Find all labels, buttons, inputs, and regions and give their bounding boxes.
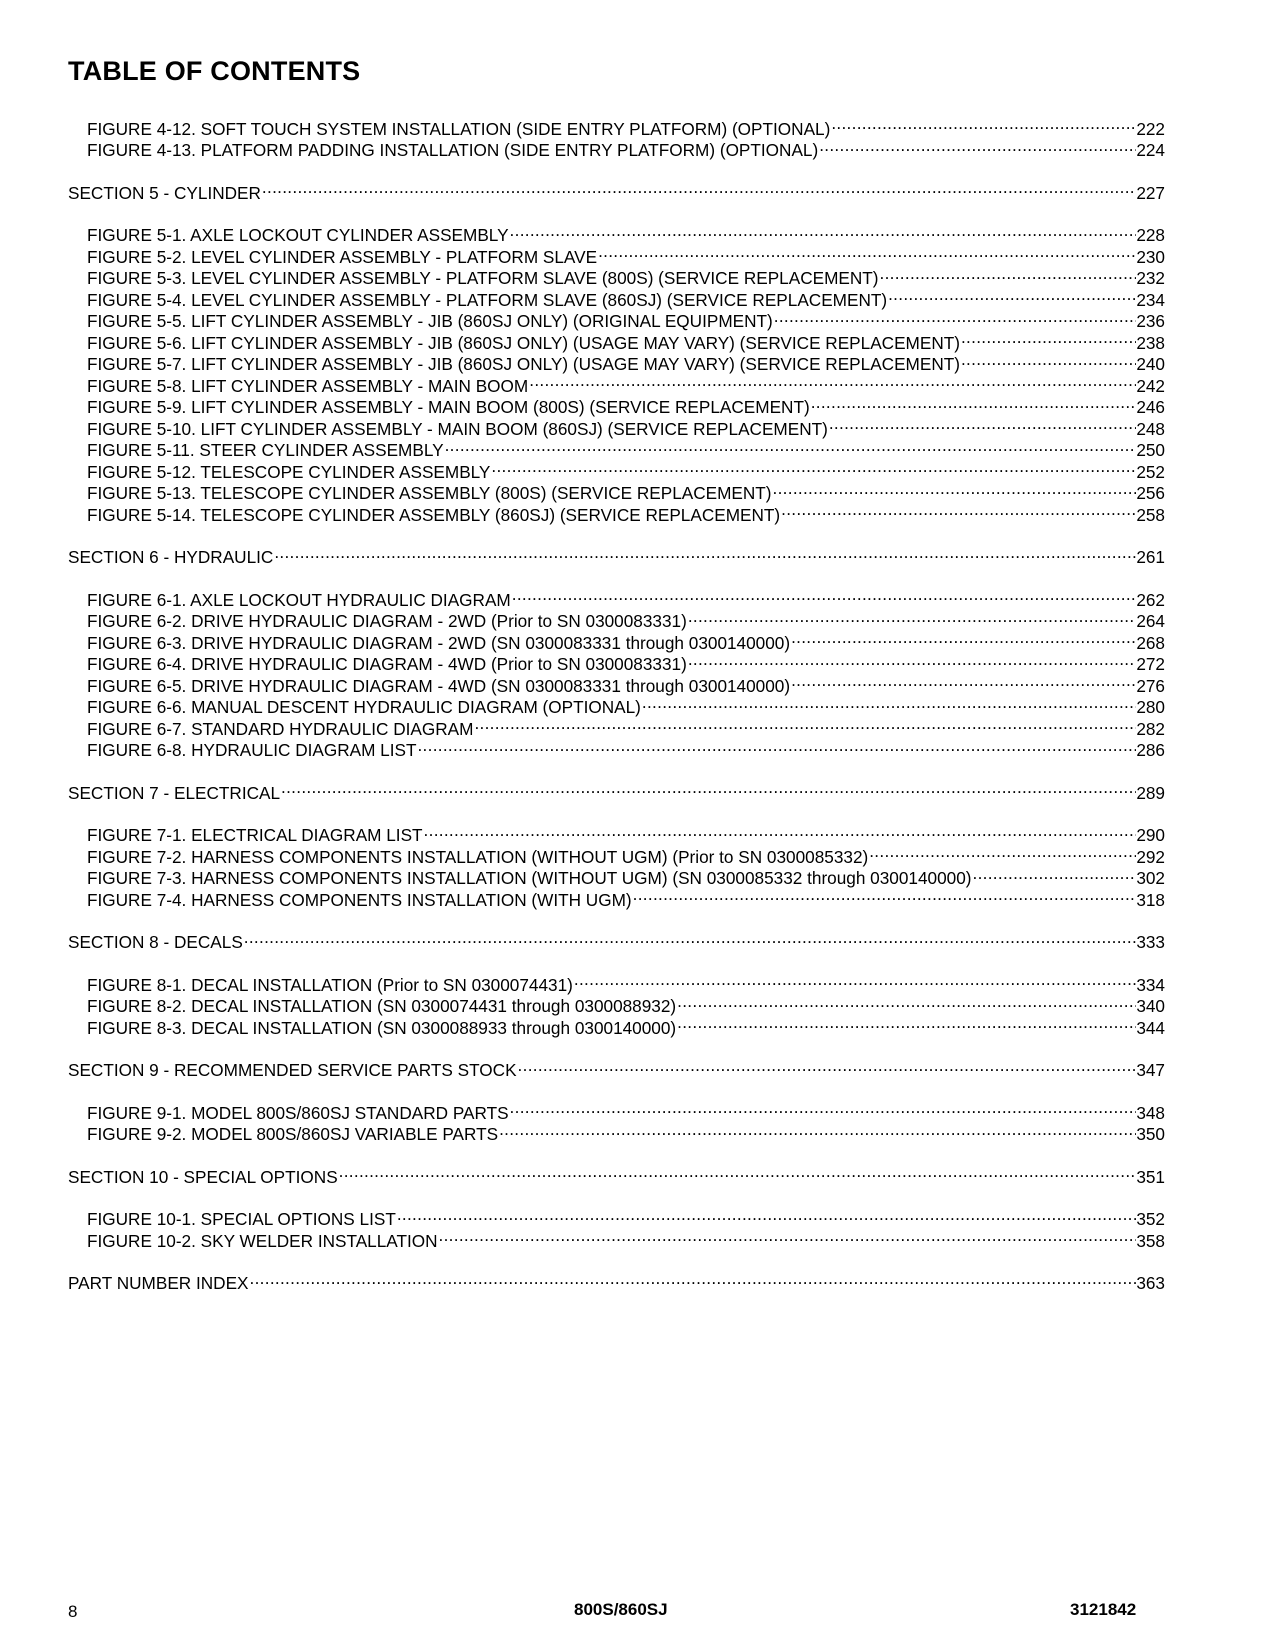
dot-leader — [772, 478, 1137, 500]
toc-entry-label: FIGURE 5-9. LIFT CYLINDER ASSEMBLY - MAIN BOOM (800S) (SERVICE REPLACEMENT) — [87, 397, 810, 417]
toc-entry-label: FIGURE 4-12. SOFT TOUCH SYSTEM INSTALLATION (SIDE ENTRY PLATFORM) (OPTIONAL) — [87, 118, 831, 139]
toc-entry-label: SECTION 5 - CYLINDER — [68, 182, 261, 203]
toc-entry-page: 256 — [1136, 483, 1165, 503]
dot-leader — [887, 284, 1136, 306]
toc-entry-page: 282 — [1136, 718, 1165, 739]
dot-leader — [687, 606, 1136, 628]
toc-entry-page: 236 — [1136, 311, 1165, 331]
toc-entry-page: 228 — [1136, 225, 1165, 245]
toc-entry-page: 234 — [1136, 289, 1165, 310]
toc-entry-label: FIGURE 7-2. HARNESS COMPONENTS INSTALLATION (WITHOUT UGM) (Prior to SN 0300085332) — [87, 846, 869, 867]
toc-entry-label: FIGURE 7-3. HARNESS COMPONENTS INSTALLATION (WITHOUT UGM) (SN 0300085332 through 0300140000) — [87, 868, 972, 888]
toc-figure-entry[interactable] — [68, 220, 1165, 245]
toc-entry-page: 224 — [1136, 140, 1165, 160]
toc-entry-label: FIGURE 6-1. AXLE LOCKOUT HYDRAULIC DIAGRAM — [87, 589, 511, 610]
toc-entry-label: FIGURE 6-5. DRIVE HYDRAULIC DIAGRAM - 4WD (SN 0300083331 through 0300140000) — [87, 675, 791, 696]
dot-leader — [490, 456, 1136, 478]
toc-section-entry[interactable] — [68, 1161, 1165, 1187]
toc-entry-label: FIGURE 6-2. DRIVE HYDRAULIC DIAGRAM - 2WD (Prior to SN 0300083331) — [87, 611, 687, 631]
toc-figure-entry[interactable] — [68, 1204, 1165, 1229]
dot-leader — [960, 327, 1136, 349]
toc-entry-page: 358 — [1136, 1230, 1165, 1251]
footer-model: 800S/860SJ — [574, 1600, 668, 1619]
toc-entry-label: FIGURE 7-4. HARNESS COMPONENTS INSTALLATION (WITH UGM) — [87, 889, 632, 910]
dot-leader — [810, 392, 1137, 414]
footer-doc-number: 3121842 — [1070, 1600, 1137, 1619]
toc-entry-page: 280 — [1136, 697, 1165, 717]
toc-entry-label: FIGURE 7-1. ELECTRICAL DIAGRAM LIST — [87, 825, 423, 845]
toc-entry-page: 240 — [1136, 354, 1165, 374]
dot-leader — [396, 1204, 1136, 1226]
toc-entry-label: SECTION 10 - SPECIAL OPTIONS — [68, 1166, 338, 1187]
toc-entry-page: 230 — [1136, 246, 1165, 267]
dot-leader — [243, 927, 1137, 949]
toc-entry-page: 238 — [1136, 332, 1165, 353]
dot-leader — [960, 349, 1136, 371]
toc-entry-page: 232 — [1136, 268, 1165, 288]
dot-leader — [511, 584, 1137, 606]
toc-entry-page: 250 — [1136, 440, 1165, 460]
dot-leader — [438, 1225, 1137, 1247]
toc-entry-label: FIGURE 6-7. STANDARD HYDRAULIC DIAGRAM — [87, 718, 474, 739]
toc-entry-page: 261 — [1136, 547, 1165, 567]
toc-entry-page: 258 — [1136, 504, 1165, 525]
toc-entry-page: 286 — [1136, 740, 1165, 760]
toc-figure-entry[interactable] — [68, 969, 1165, 995]
toc-entry-page: 352 — [1136, 1209, 1165, 1229]
toc-entry-label: FIGURE 5-11. STEER CYLINDER ASSEMBLY — [87, 440, 444, 460]
toc-entry-label: FIGURE 5-10. LIFT CYLINDER ASSEMBLY - MAIN BOOM (860SJ) (SERVICE REPLACEMENT) — [87, 418, 828, 439]
toc-entry-page: 347 — [1136, 1060, 1165, 1080]
dot-leader — [261, 177, 1136, 199]
dot-leader — [830, 113, 1136, 135]
dot-leader — [790, 627, 1136, 649]
dot-leader — [676, 1012, 1136, 1034]
dot-leader — [273, 542, 1136, 564]
toc-entry-page: 246 — [1136, 397, 1165, 417]
toc-figure-entry[interactable] — [68, 1097, 1165, 1123]
toc-entry-page: 276 — [1136, 675, 1165, 696]
dot-leader — [498, 1119, 1136, 1141]
dot-leader — [280, 777, 1136, 799]
toc-list — [68, 113, 1165, 1293]
toc-entry-page: 242 — [1136, 375, 1165, 396]
toc-entry-label: SECTION 9 - RECOMMENDED SERVICE PARTS STOCK — [68, 1060, 517, 1080]
dot-leader — [509, 1097, 1137, 1119]
dot-leader — [597, 241, 1136, 263]
toc-entry-label: FIGURE 10-2. SKY WELDER INSTALLATION — [87, 1230, 438, 1251]
toc-entry-label: FIGURE 5-3. LEVEL CYLINDER ASSEMBLY - PLATFORM SLAVE (800S) (SERVICE REPLACEMENT) — [87, 268, 879, 288]
dot-leader — [249, 1268, 1137, 1290]
toc-entry-label: FIGURE 5-2. LEVEL CYLINDER ASSEMBLY - PLATFORM SLAVE — [87, 246, 598, 267]
dot-leader — [528, 370, 1136, 392]
dot-leader — [818, 135, 1136, 157]
toc-entry-page: 334 — [1136, 974, 1165, 995]
toc-entry-label: PART NUMBER INDEX — [68, 1273, 249, 1293]
dot-leader — [790, 670, 1136, 692]
dot-leader — [632, 884, 1137, 906]
toc-entry-page: 318 — [1136, 889, 1165, 910]
toc-figure-entry[interactable] — [68, 113, 1165, 139]
toc-entry-page: 363 — [1136, 1273, 1165, 1293]
toc-section-entry[interactable] — [68, 1268, 1165, 1293]
toc-entry-label: FIGURE 6-6. MANUAL DESCENT HYDRAULIC DIAGRAM (OPTIONAL) — [87, 697, 641, 717]
toc-entry-page: 248 — [1136, 418, 1165, 439]
toc-section-entry[interactable] — [68, 1055, 1165, 1080]
toc-entry-page: 350 — [1136, 1124, 1165, 1144]
toc-entry-label: FIGURE 9-2. MODEL 800S/860SJ VARIABLE PARTS — [87, 1124, 499, 1144]
dot-leader — [473, 713, 1136, 735]
toc-entry-label: FIGURE 6-8. HYDRAULIC DIAGRAM LIST — [87, 740, 417, 760]
toc-entry-page: 351 — [1136, 1166, 1165, 1187]
toc-entry-label: FIGURE 5-5. LIFT CYLINDER ASSEMBLY - JIB (860SJ ONLY) (ORIGINAL EQUIPMENT) — [87, 311, 773, 331]
toc-entry-label: FIGURE 5-4. LEVEL CYLINDER ASSEMBLY - PLATFORM SLAVE (860SJ) (SERVICE REPLACEMENT) — [87, 289, 888, 310]
toc-entry-page: 292 — [1136, 846, 1165, 867]
toc-entry-page: 262 — [1136, 589, 1165, 610]
toc-entry-page: 333 — [1136, 932, 1165, 952]
toc-entry-page: 268 — [1136, 632, 1165, 653]
toc-entry-label: FIGURE 6-3. DRIVE HYDRAULIC DIAGRAM - 2WD (SN 0300083331 through 0300140000) — [87, 632, 791, 653]
toc-entry-label: FIGURE 5-8. LIFT CYLINDER ASSEMBLY - MAIN BOOM — [87, 375, 529, 396]
dot-leader — [780, 499, 1136, 521]
toc-section-entry[interactable] — [68, 777, 1165, 803]
toc-entry-page: 290 — [1136, 825, 1165, 845]
dot-leader — [828, 413, 1136, 435]
toc-entry-page: 222 — [1136, 118, 1165, 139]
toc-entry-label: FIGURE 8-2. DECAL INSTALLATION (SN 0300074431 through 0300088932) — [87, 996, 677, 1016]
toc-entry-page: 227 — [1136, 182, 1165, 203]
toc-section-entry[interactable] — [68, 542, 1165, 567]
toc-entry-page: 264 — [1136, 611, 1165, 631]
dot-leader — [444, 435, 1137, 457]
toc-entry-label: FIGURE 10-1. SPECIAL OPTIONS LIST — [87, 1209, 396, 1229]
page-title: TABLE OF CONTENTS — [68, 56, 361, 86]
dot-leader — [338, 1161, 1137, 1183]
toc-entry-label: FIGURE 5-12. TELESCOPE CYLINDER ASSEMBLY — [87, 461, 491, 482]
dot-leader — [868, 841, 1136, 863]
toc-entry-label: FIGURE 9-1. MODEL 800S/860SJ STANDARD PARTS — [87, 1102, 509, 1123]
dot-leader — [687, 649, 1136, 671]
dot-leader — [972, 863, 1137, 885]
toc-entry-label: FIGURE 5-1. AXLE LOCKOUT CYLINDER ASSEMBLY — [87, 225, 509, 245]
toc-section-entry[interactable] — [68, 927, 1165, 952]
toc-entry-page: 289 — [1136, 782, 1165, 803]
toc-entry-page: 302 — [1136, 868, 1165, 888]
dot-leader — [879, 263, 1137, 285]
toc-entry-page: 344 — [1136, 1017, 1165, 1038]
dot-leader — [509, 220, 1137, 242]
dot-leader — [773, 306, 1137, 328]
toc-figure-entry[interactable] — [68, 820, 1165, 845]
toc-entry-label: FIGURE 5-6. LIFT CYLINDER ASSEMBLY - JIB (860SJ ONLY) (USAGE MAY VARY) (SERVICE REPLACEMENT) — [87, 332, 960, 353]
dot-leader — [676, 991, 1136, 1013]
toc-entry-label: SECTION 8 - DECALS — [68, 932, 243, 952]
toc-entry-label: FIGURE 8-1. DECAL INSTALLATION (Prior to SN 0300074431) — [87, 974, 573, 995]
footer-page-number: 8 — [68, 1602, 78, 1621]
dot-leader — [641, 692, 1136, 714]
toc-entry-page: 272 — [1136, 654, 1165, 674]
toc-entry-label: FIGURE 5-14. TELESCOPE CYLINDER ASSEMBLY (860SJ) (SERVICE REPLACEMENT) — [87, 504, 781, 525]
toc-entry-page: 340 — [1136, 996, 1165, 1016]
dot-leader — [416, 735, 1136, 757]
toc-entry-label: FIGURE 4-13. PLATFORM PADDING INSTALLATION (SIDE ENTRY PLATFORM) (OPTIONAL) — [87, 140, 819, 160]
dot-leader — [517, 1055, 1137, 1077]
toc-entry-label: FIGURE 5-7. LIFT CYLINDER ASSEMBLY - JIB (860SJ ONLY) (USAGE MAY VARY) (SERVICE REPLACEMENT) — [87, 354, 960, 374]
dot-leader — [573, 969, 1136, 991]
toc-figure-entry[interactable] — [68, 584, 1165, 610]
toc-entry-label: SECTION 6 - HYDRAULIC — [68, 547, 274, 567]
toc-entry-label: FIGURE 8-3. DECAL INSTALLATION (SN 0300088933 through 0300140000) — [87, 1017, 677, 1038]
dot-leader — [423, 820, 1137, 842]
toc-entry-page: 252 — [1136, 461, 1165, 482]
toc-entry-page: 348 — [1136, 1102, 1165, 1123]
toc-entry-label: FIGURE 6-4. DRIVE HYDRAULIC DIAGRAM - 4WD (Prior to SN 0300083331) — [87, 654, 687, 674]
toc-entry-label: SECTION 7 - ELECTRICAL — [68, 782, 281, 803]
toc-entry-label: FIGURE 5-13. TELESCOPE CYLINDER ASSEMBLY (800S) (SERVICE REPLACEMENT) — [87, 483, 772, 503]
toc-section-entry[interactable] — [68, 177, 1165, 203]
